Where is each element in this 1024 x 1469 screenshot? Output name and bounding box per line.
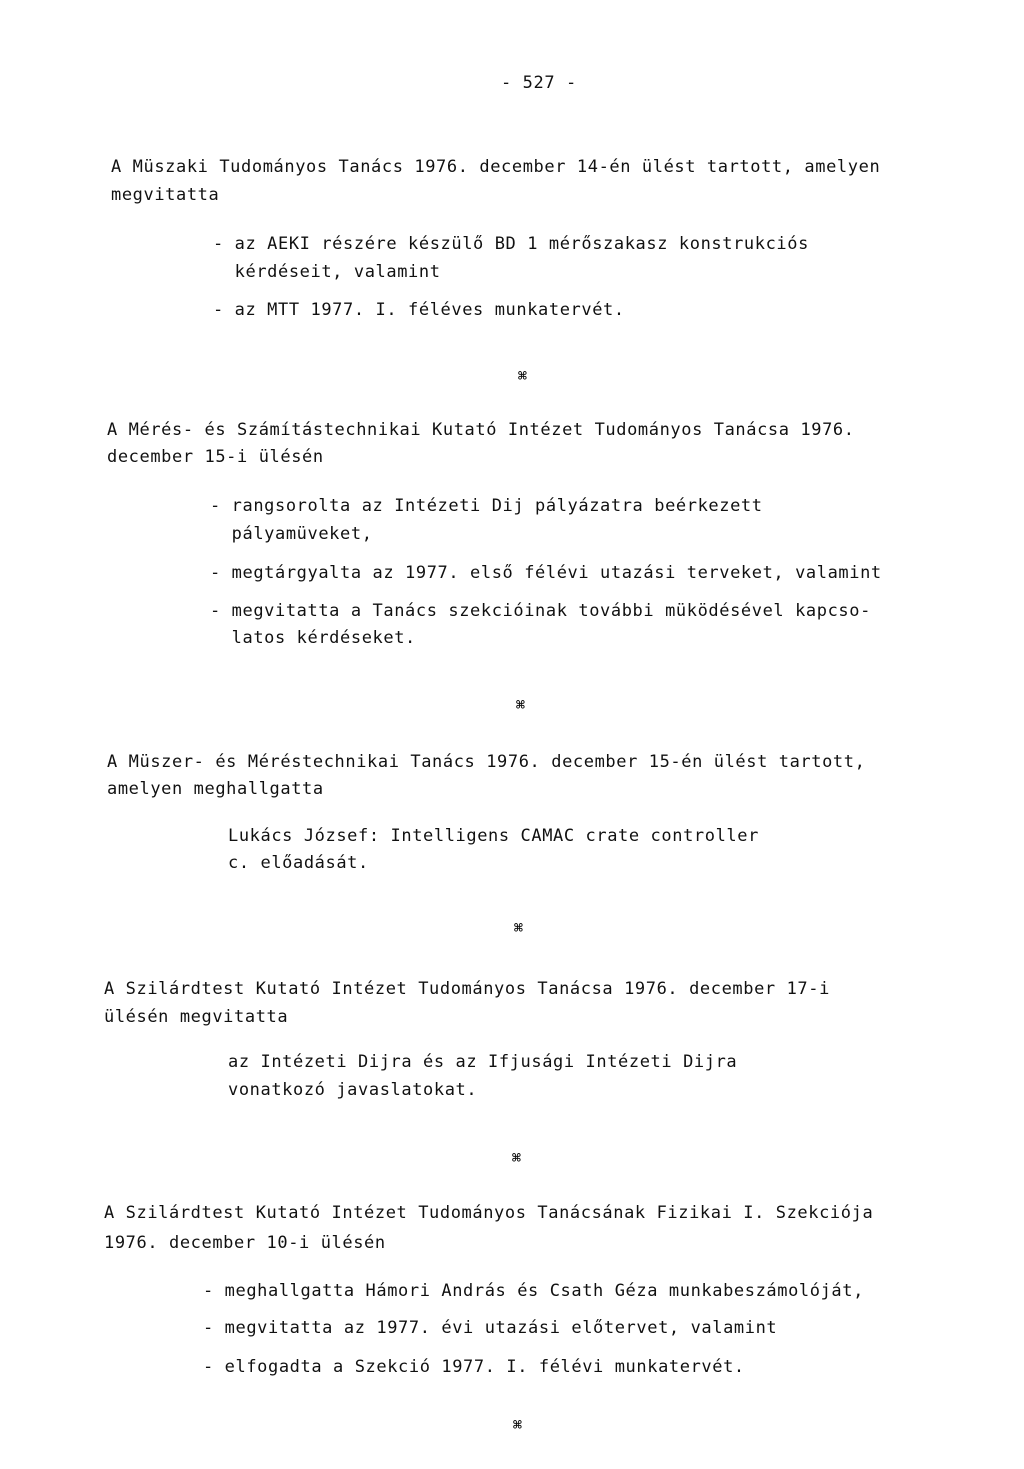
section-2-intro-line-2: december 15-i ülésén bbox=[107, 447, 324, 467]
section-5-intro-line-2: 1976. december 10-i ülésén bbox=[104, 1233, 386, 1253]
section-3-item-1-line-1: Lukács József: Intelligens CAMAC crate controller bbox=[228, 826, 759, 846]
section-1-item-1-line-1: - az AEKI részére készülő BD 1 mérőszakasz konstrukciós bbox=[213, 234, 809, 254]
section-1-intro-line-1: A Müszaki Tudományos Tanács 1976. december 14-én ülést tartott, amelyen bbox=[111, 157, 881, 177]
section-5-item-2: - megvitatta az 1977. évi utazási előtervet, valamint bbox=[203, 1318, 778, 1338]
section-2-item-3-line-1: - megvitatta a Tanács szekcióinak további müködésével kapcso- bbox=[210, 601, 871, 621]
section-5-item-1: - meghallgatta Hámori András és Csath Géza munkabeszámolóját, bbox=[203, 1281, 864, 1301]
separator-star-2: ⌘ bbox=[516, 696, 526, 714]
section-4-intro-line-1: A Szilárdtest Kutató Intézet Tudományos Tanácsa 1976. december 17-i bbox=[104, 979, 830, 999]
section-1-item-2: - az MTT 1977. I. féléves munkatervét. bbox=[213, 300, 625, 320]
section-5-intro-line-1: A Szilárdtest Kutató Intézet Tudományos Tanácsának Fizikai I. Szekciója bbox=[104, 1203, 874, 1223]
separator-star-4: ⌘ bbox=[512, 1149, 522, 1167]
separator-star-3: ⌘ bbox=[514, 919, 524, 937]
section-4-item-1-line-2: vonatkozó javaslatokat. bbox=[228, 1080, 478, 1100]
separator-star-5: ⌘ bbox=[513, 1416, 523, 1434]
section-3-item-1-line-2: c. előadását. bbox=[228, 853, 369, 873]
section-3-intro-line-2: amelyen meghallgatta bbox=[107, 779, 324, 799]
page-number: - 527 - bbox=[501, 73, 577, 93]
section-5-item-3: - elfogadta a Szekció 1977. I. félévi munkatervét. bbox=[203, 1357, 745, 1377]
section-1-intro-line-2: megvitatta bbox=[111, 185, 220, 205]
separator-star-1: ⌘ bbox=[518, 367, 528, 385]
section-2-item-1-line-2: pályamüveket, bbox=[210, 524, 373, 544]
section-2-item-2: - megtárgyalta az 1977. első félévi utazási terveket, valamint bbox=[210, 563, 882, 583]
section-3-intro-line-1: A Müszer- és Méréstechnikai Tanács 1976. december 15-én ülést tartott, bbox=[107, 752, 866, 772]
section-2-item-3-line-2: latos kérdéseket. bbox=[210, 628, 416, 648]
section-1-item-1-line-2: kérdéseit, valamint bbox=[213, 262, 441, 282]
section-2-item-1-line-1: - rangsorolta az Intézeti Dij pályázatra beérkezett bbox=[210, 496, 763, 516]
section-2-intro-line-1: A Mérés- és Számítástechnikai Kutató Intézet Tudományos Tanácsa 1976. bbox=[107, 420, 855, 440]
section-4-intro-line-2: ülésén megvitatta bbox=[104, 1007, 289, 1027]
section-4-item-1-line-1: az Intézeti Dijra és az Ifjusági Intézeti Dijra bbox=[228, 1052, 738, 1072]
